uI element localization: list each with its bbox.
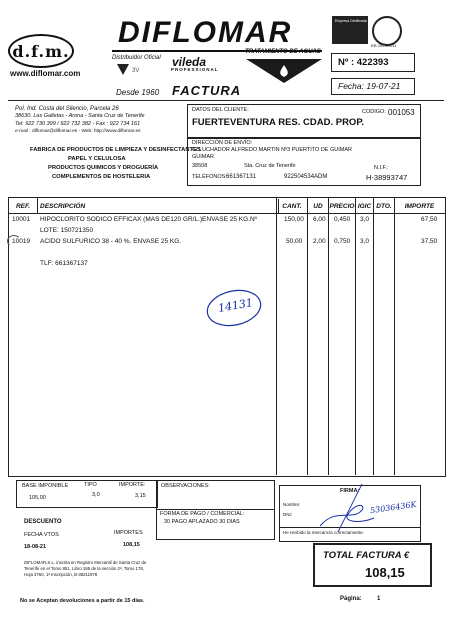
handwritten-mark — [204, 286, 264, 328]
legal-line2: Tenerife en el Tomo 851, Libro 195 de la sección 2ª, Tomo 178, — [24, 566, 144, 571]
received-text: He recibido la mercancía correctamente. — [283, 530, 365, 535]
total-label: TOTAL FACTURA € — [323, 550, 410, 561]
ship-line2: GUIMAR — [192, 154, 214, 160]
tipo-label: TIPO — [84, 482, 97, 488]
invoice-date-box — [331, 78, 415, 95]
observ-label: OBSERVACIONES: — [161, 483, 210, 489]
row1-igic: 3,0 — [360, 216, 370, 223]
ship-province: Sta. Cruz de Tenerife — [244, 163, 296, 169]
col-sep — [307, 197, 308, 475]
website[interactable]: www.diflomar.com — [10, 69, 81, 78]
importe-value: 3,15 — [135, 493, 146, 499]
ship-line1: C/ LUCHADOR ALFREDO MARTIN Nº3 PUERTITO DE GUIMAR — [192, 147, 353, 153]
col-ud-header: UD — [308, 199, 329, 213]
row3-desc: ACIDO SULFURICO 38 - 40 %. ENVASE 25 KG. — [40, 238, 182, 245]
punch-hole — [7, 235, 21, 247]
header-divider — [8, 100, 444, 101]
doc-type: FACTURA — [172, 83, 242, 98]
row2-desc: LOTE: 150721350 — [40, 227, 94, 234]
certification-badge — [332, 16, 368, 44]
activity-3: PRODUCTOS QUIMICOS Y DROGUERÍA — [48, 165, 159, 171]
water-treatment-label: TRATAMIENTO DE AGUAS — [245, 49, 321, 55]
activity-2: PAPEL Y CELULOSA — [68, 156, 126, 162]
activity-4: COMPLEMENTOS DE HOSTELERIA — [52, 174, 151, 180]
tbv-logo — [116, 62, 130, 76]
invoice-number: Nº : 422393 — [338, 57, 389, 68]
row1-importe: 67,50 — [421, 216, 438, 223]
phone-1: 661367131 — [226, 174, 257, 180]
base-label: BASE IMPONIBLE — [22, 483, 69, 489]
row3-igic: 3,0 — [360, 238, 370, 245]
shipping-box — [187, 137, 421, 186]
fecha-vtos-label: FECHA VTOS — [24, 532, 59, 538]
phone-2: 922504534ADM — [284, 174, 328, 180]
importes-label: IMPORTES — [114, 530, 143, 536]
row1-desc: HIPOCLORITO SODICO EFFICAX (MAS DE120 GR/L.)ENVASE 25 KG.Nº — [40, 216, 258, 223]
legal-line3: Hoja 3760, 1ª Inscripción, B-38211978 — [24, 572, 98, 577]
dfm-logo — [8, 34, 74, 68]
col-sep — [37, 197, 38, 213]
row3-importe: 37,50 — [421, 238, 438, 245]
ship-postal: 38508 — [192, 163, 208, 169]
water-drop-icon — [244, 57, 324, 85]
phones-label: TELÉFONOS: — [192, 174, 227, 180]
row3-cant: 50,00 — [286, 238, 303, 245]
handwritten-signature — [300, 478, 445, 540]
row3-ref: 10019 — [12, 238, 31, 245]
row1-precio: 0,450 — [334, 216, 351, 223]
client-code-label: CODIGO: — [362, 109, 386, 115]
row1-ud: 6,00 — [313, 216, 326, 223]
cert-code: ER-1923/2011 — [371, 43, 397, 48]
tax-box — [16, 480, 158, 508]
col-precio-header: PRECIO — [329, 199, 356, 213]
row3-ud: 2,00 — [313, 238, 326, 245]
col-sep — [328, 197, 329, 475]
nif-label: N.I.F.: — [374, 165, 389, 171]
client-label: DATOS DEL CLIENTE: — [192, 107, 249, 113]
aenor-seal — [372, 16, 402, 46]
row1-cant: 150,00 — [284, 216, 304, 223]
importe-vto: 108,15 — [123, 542, 140, 548]
nif-value: H-38993747 — [366, 173, 408, 182]
col-sep — [276, 197, 277, 475]
company-phones: Tel: 922 730 399 / 922 732 382 - Fax : 922 734 161 — [15, 121, 141, 127]
vileda-logo: vileda — [172, 55, 207, 69]
ship-label: DIRECCIÓN DE ENVÍO: — [192, 140, 253, 146]
observations-box — [156, 480, 275, 540]
col-igic-header: IGIC — [356, 199, 374, 213]
base-value: 105,00 — [29, 495, 46, 501]
table-header-divider — [8, 213, 445, 214]
tbv-text: 3V — [132, 68, 140, 74]
invoice-number-box — [331, 53, 415, 72]
page-number: 1 — [377, 596, 381, 602]
forma-pago-label: FORMA DE PAGO / COMERCIAL: — [160, 511, 245, 517]
tipo-value: 3,0 — [92, 492, 100, 498]
row1-ref: 10001 — [12, 216, 31, 223]
row3-precio: 0,750 — [334, 238, 351, 245]
distributor-label: Distribuidor Oficial — [112, 55, 161, 61]
company-address2: 38630. Las Galletas - Arona - Santa Cruz de Tenerife — [15, 113, 145, 119]
signature-dni: 53036436K — [369, 499, 418, 516]
firma-label: FIRMA: — [340, 488, 360, 494]
col-desc-header: DESCRIPCIÓN — [38, 199, 279, 213]
col-sep — [355, 197, 356, 475]
invoice-date: Fecha: 19-07-21 — [338, 81, 401, 91]
row4-desc: TLF: 661367137 — [40, 260, 88, 267]
activity-1: FABRICA DE PRODUCTOS DE LIMPIEZA Y DESINFECTANTES — [30, 147, 201, 153]
legal-line1: DIFLOMAR,S.L. inscrita en Registro Mercantil de Santa Cruz de — [24, 560, 147, 565]
client-code: 001053 — [388, 108, 415, 117]
total-value: 108,15 — [365, 565, 405, 580]
total-box — [313, 543, 432, 587]
brand-name: DIFLOMAR — [118, 16, 293, 49]
descuento-label: DESCUENTO — [24, 519, 62, 525]
col-sep — [394, 197, 395, 475]
col-dto-header: DTO. — [374, 199, 395, 213]
logo-text: d.f.m. — [12, 41, 70, 61]
client-name: FUERTEVENTURA RES. CDAD. PROP. — [192, 117, 365, 128]
since-text: Desde 1960 — [116, 88, 160, 97]
company-email: e-mail : diflomar@diflomar.es - Web: http://www.diflomar.es — [15, 129, 141, 134]
company-address1: Pol. Ind. Costa del Silencio, Parcela 26 — [15, 106, 119, 112]
col-cant-header: CANT. — [277, 199, 308, 213]
col-sep — [373, 197, 374, 475]
cert-text: Empresa Certificada — [335, 19, 367, 23]
fecha-vto: 18-08-21 — [24, 544, 47, 550]
col-importe-header: IMPORTE — [404, 202, 435, 210]
dni-label: DNI: — [283, 512, 292, 517]
importe-label: IMPORTE: — [119, 482, 146, 488]
nombre-label: Nombre: — [283, 502, 301, 507]
handwritten-number: 14131 — [217, 296, 254, 315]
vileda-sub: PROFESSIONAL — [171, 67, 219, 72]
forma-pago-divider — [157, 509, 274, 510]
returns-policy: No se Aceptan devoluciones a partir de 15 días. — [20, 598, 145, 604]
client-box — [187, 104, 421, 139]
forma-pago-value: 30 PAGO APLAZADO 30 DIAS — [164, 519, 240, 525]
page-label: Página: — [340, 596, 362, 602]
col-ref-header: REF. — [9, 199, 38, 213]
